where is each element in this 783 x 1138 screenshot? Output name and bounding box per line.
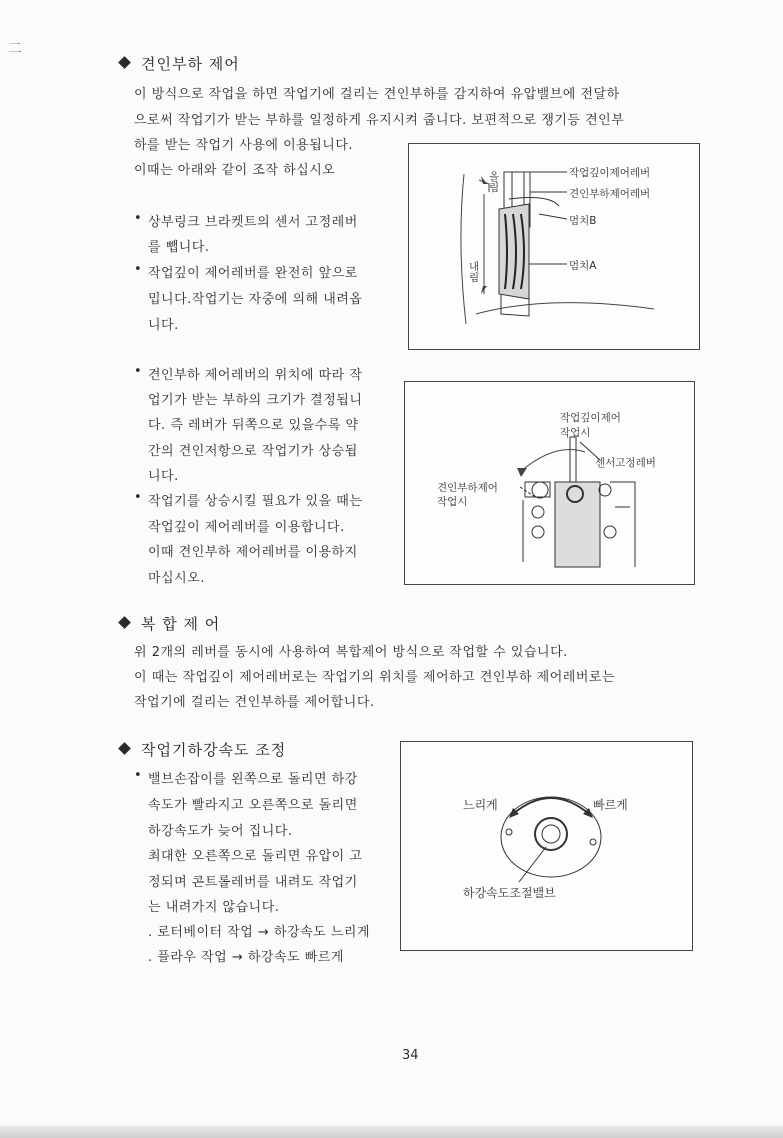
figure-lever-assembly bbox=[408, 143, 700, 350]
paragraph-line: 이 방식으로 작업을 하면 작업기에 걸리는 견인부하를 감지하여 유압밸브에 전달하 bbox=[134, 87, 620, 102]
bullet-line: 니다. bbox=[148, 469, 179, 484]
depth-control-label: 작업깊이제어 bbox=[560, 412, 621, 424]
fast-label: 빠르게 bbox=[593, 798, 628, 812]
note-line: . 로터베이터 작업 → 하강속도 느리게 bbox=[148, 925, 370, 940]
page-number: 34 bbox=[402, 1048, 419, 1063]
stopper-a-label: 멈치A bbox=[569, 260, 597, 272]
bullet-line: 업기가 받는 부하의 크기가 결정됩니 bbox=[148, 393, 363, 408]
bullet-line: 는 내려가지 않습니다. bbox=[148, 900, 280, 915]
slow-label: 느리게 bbox=[463, 798, 498, 812]
bullet-line: • 밸브손잡이를 왼쪽으로 돌리면 하강 bbox=[148, 768, 358, 787]
diamond-bullet-icon bbox=[118, 616, 131, 629]
section-title: 복 합 제 어 bbox=[141, 615, 221, 633]
note-line: . 플라우 작업 → 하강속도 빠르게 bbox=[148, 950, 344, 965]
section-heading-draft-control bbox=[120, 53, 240, 74]
stopper-b-label: 멈치B bbox=[569, 215, 597, 227]
section-title: 견인부하 제어 bbox=[141, 55, 240, 73]
paragraph-line: 하를 받는 작업기 사용에 이용됩니다. bbox=[134, 138, 354, 153]
bullet-line: • 작업기를 상승시킬 필요가 있을 때는 bbox=[148, 490, 362, 509]
paragraph-line: 위 2개의 레버를 동시에 사용하여 복합제어 방식으로 작업할 수 있습니다. bbox=[134, 645, 568, 660]
draft-control-label: 견인부하제어 bbox=[437, 482, 498, 494]
lower-label: 내림 bbox=[469, 261, 480, 284]
sensor-lever-label: 센서고정레버 bbox=[595, 457, 656, 469]
lever-assembly-drawing bbox=[409, 144, 699, 349]
bullet-line: 마십시오. bbox=[148, 571, 205, 586]
paragraph-line: 이때는 아래와 같이 조작 하십시오 bbox=[134, 163, 336, 178]
bullet-line: • 상부링크 브라켓트의 센서 고정레버 bbox=[148, 211, 358, 230]
section-heading-combined-control bbox=[120, 613, 220, 634]
section-heading-lowering-speed bbox=[120, 739, 286, 760]
bullet-line: 를 뺍니다. bbox=[148, 240, 210, 255]
margin-mark: 二 bbox=[8, 41, 22, 57]
bullet-line: 작업깊이 제어레버를 이용합니다. bbox=[148, 520, 345, 535]
bullet-line: 니다. bbox=[148, 318, 179, 333]
paragraph-line: 으로써 작업기가 받는 부하를 일정하게 유지시켜 줍니다. 보편적으로 쟁기등 견인부 bbox=[134, 113, 625, 128]
section-title: 작업기하강속도 조정 bbox=[141, 741, 287, 759]
depth-lever-label: 작업깊이제어레버 bbox=[569, 167, 651, 179]
bullet-line: • 작업깊이 제어레버를 완전히 앞으로 bbox=[148, 262, 358, 281]
draft-lever-label: 견인부하제어레버 bbox=[569, 188, 651, 200]
valve-label: 하강속도조절밸브 bbox=[463, 886, 556, 900]
bullet-line: 다. 즉 레버가 뒤쪽으로 있을수록 약 bbox=[148, 418, 359, 433]
bullet-line: 하강속도가 늦어 집니다. bbox=[148, 824, 293, 839]
lowering-valve-drawing bbox=[401, 742, 692, 950]
draft-control-work-label: 작업시 bbox=[437, 496, 468, 508]
scan-edge bbox=[0, 1126, 783, 1138]
figure-lowering-valve bbox=[400, 741, 693, 951]
diamond-bullet-icon bbox=[118, 56, 131, 69]
diamond-bullet-icon bbox=[118, 742, 131, 755]
paragraph-line: 이 때는 작업깊이 제어레버로는 작업기의 위치를 제어하고 견인부하 제어레버로는 bbox=[134, 670, 616, 685]
bullet-line: 최대한 오른쪽으로 돌리면 유압이 고 bbox=[148, 849, 363, 864]
raise-label: 올림 bbox=[489, 171, 500, 194]
figure-lever-positions bbox=[404, 381, 695, 585]
bullet-line: • 견인부하 제어레버의 위치에 따라 작 bbox=[148, 364, 362, 383]
bullet-line: 이때 견인부하 제어레버를 이용하지 bbox=[148, 545, 358, 560]
bullet-line: 간의 견인저항으로 작업기가 상승됩 bbox=[148, 444, 358, 459]
bullet-line: 속도가 빨라지고 오른쪽으로 돌리면 bbox=[148, 798, 358, 813]
paragraph-line: 작업기에 걸리는 견인부하를 제어합니다. bbox=[134, 695, 375, 710]
bullet-line: 밉니다.작업기는 자중에 의해 내려옵 bbox=[148, 292, 363, 307]
bullet-line: 정되며 콘트롤레버를 내려도 작업기 bbox=[148, 875, 358, 890]
depth-control-work-label: 작업시 bbox=[560, 427, 591, 439]
